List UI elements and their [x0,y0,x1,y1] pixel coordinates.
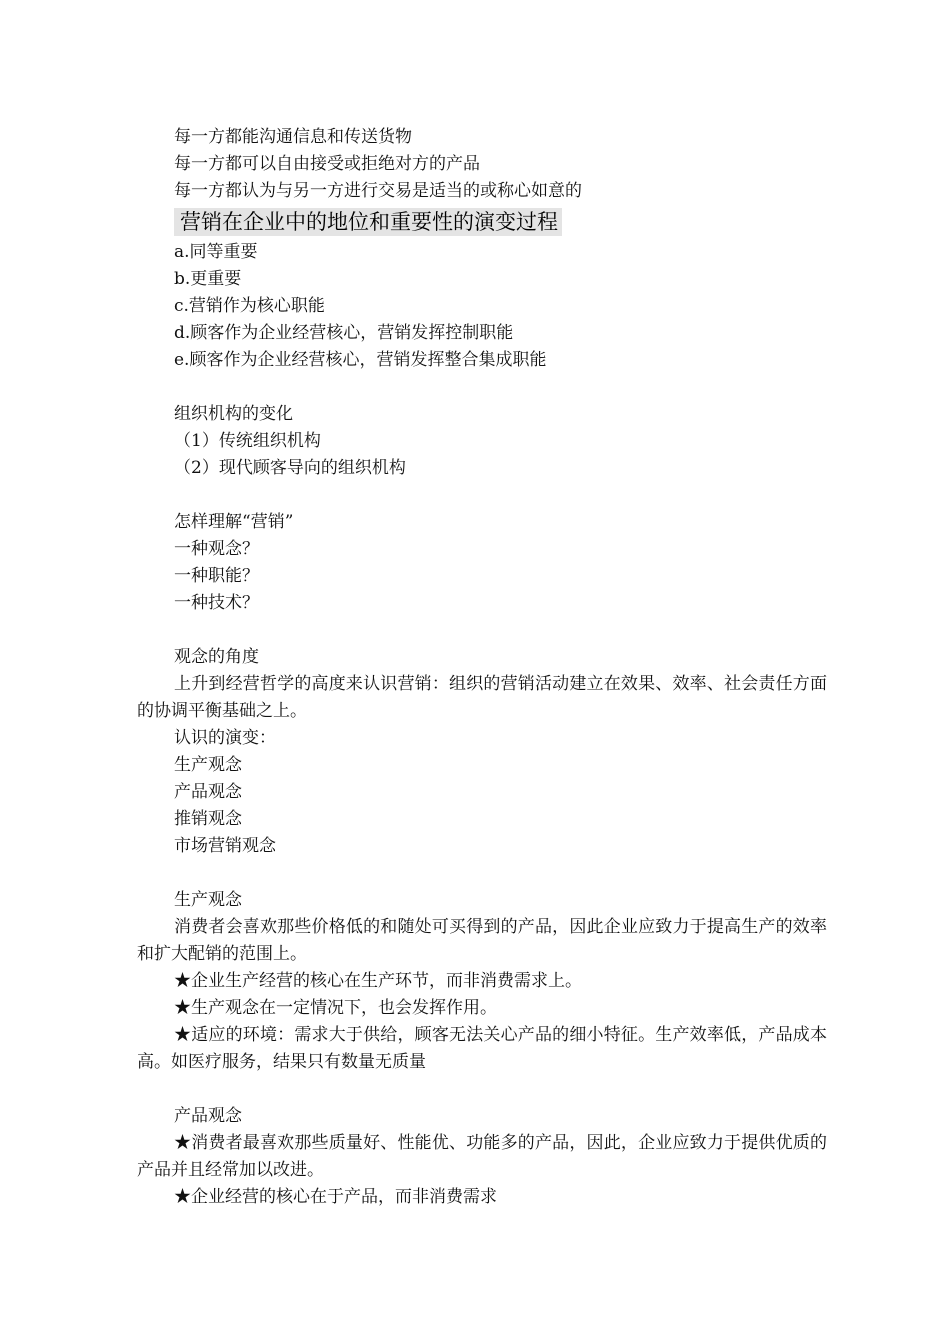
section-heading: 营销在企业中的地位和重要性的演变过程 [174,208,562,236]
concept-item: 市场营销观念 [174,836,276,856]
blank-line [137,860,827,887]
org-title: 组织机构的变化 [174,404,293,424]
blank-line [137,374,827,401]
concept-item: 推销观念 [174,809,242,829]
concept-subtitle: 认识的演变： [174,728,276,748]
understand-item: 一种职能？ [174,566,259,586]
blank-line [137,1076,827,1103]
concept-title: 观念的角度 [174,647,259,667]
product-title: 产品观念 [174,1106,242,1126]
concept-item: 产品观念 [174,782,242,802]
understand-title: 怎样理解“营销” [174,512,294,532]
blank-line [137,617,827,644]
production-title: 生产观念 [174,890,242,910]
evolution-item: a.同等重要 [174,242,258,262]
production-environment-paragraph: ★适应的环境：需求大于供给，顾客无法关心产品的细小特征。生产效率低，产品成本高。如医疗服务，结果只有数量无质量 [137,1025,827,1072]
document-body [137,124,827,1211]
intro-line: 每一方都能沟通信息和传送货物 [174,127,412,147]
concept-item: 生产观念 [174,755,242,775]
intro-line: 每一方都可以自由接受或拒绝对方的产品 [174,154,480,174]
production-point: ★生产观念在一定情况下，也会发挥作用。 [174,998,497,1018]
product-paragraph: ★消费者最喜欢那些质量好、性能优、功能多的产品，因此，企业应致力于提供优质的产品并且经常加以改进。 [137,1133,827,1180]
understand-item: 一种技术？ [174,593,259,613]
product-point: ★企业经营的核心在于产品，而非消费需求 [174,1187,497,1207]
evolution-item: c.营销作为核心职能 [174,296,325,316]
concept-paragraph: 上升到经营哲学的高度来认识营销：组织的营销活动建立在效果、效率、社会责任方面的协调平衡基础之上。 [137,674,827,721]
org-item: （1）传统组织机构 [174,431,321,451]
evolution-item: b.更重要 [174,269,242,289]
intro-line: 每一方都认为与另一方进行交易是适当的或称心如意的 [174,181,582,201]
evolution-item: e.顾客作为企业经营核心，营销发挥整合集成职能 [174,350,547,370]
understand-item: 一种观念？ [174,539,259,559]
evolution-item: d.顾客作为企业经营核心，营销发挥控制职能 [174,323,514,343]
org-item: （2）现代顾客导向的组织机构 [174,458,406,478]
blank-line [137,482,827,509]
production-paragraph: 消费者会喜欢那些价格低的和随处可买得到的产品，因此企业应致力于提高生产的效率和扩大配销的范围上。 [137,917,827,964]
section-heading-wrap [137,205,827,239]
production-point: ★企业生产经营的核心在生产环节，而非消费需求上。 [174,971,582,991]
